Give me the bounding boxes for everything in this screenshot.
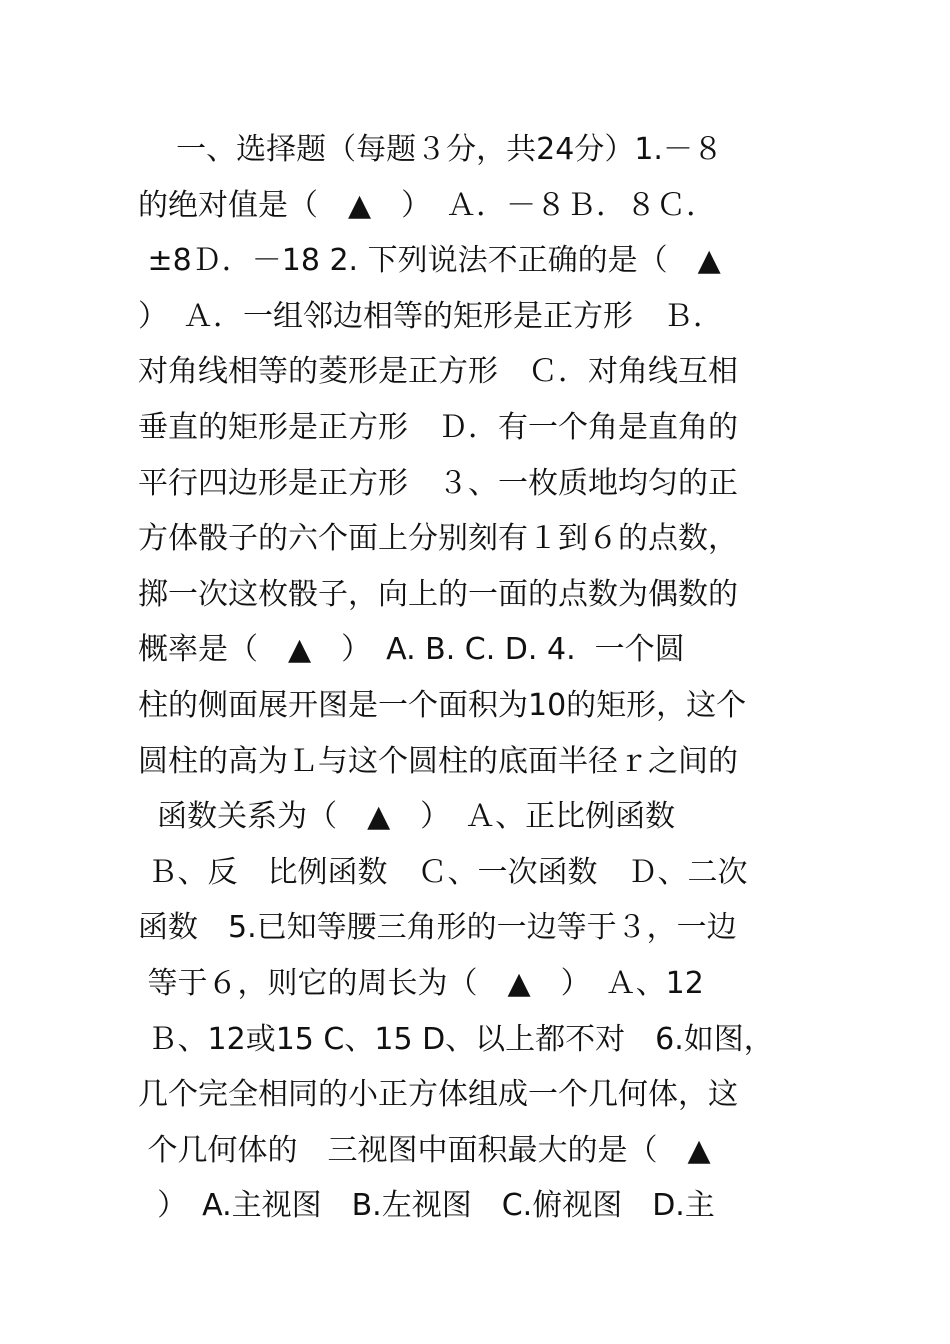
text-line-15: 函数 5.已知等腰三角形的一边等于３，一边 [138,910,737,946]
text-line-11: 柱的侧面展开图是一个面积为10的矩形，这个 [138,687,747,723]
text-line-16: 等于６，则它的周长为（ ▲ ） Ａ、12 [138,965,704,1001]
text-line-13: 函数关系为（ ▲ ） Ａ、正比例函数 [138,799,676,835]
text-line-4: ） Ａ．一组邻边相等的矩形是正方形 Ｂ． [138,298,723,334]
text-line-1: 一、选择题（每题３分，共24分）1.－８ [138,132,723,167]
text-line-9: 掷一次这枚骰子，向上的一面的点数为偶数的 [138,576,738,612]
text-line-12: 圆柱的高为Ｌ与这个圆柱的底面半径ｒ之间的 [138,743,738,779]
text-line-10: 概率是（ ▲ ） A. B. C. D. 4. 一个圆 [138,632,685,668]
text-line-14: Ｂ、反 比例函数 Ｃ、一次函数 Ｄ、二次 [138,854,748,890]
text-line-18: 几个完全相同的小正方体组成一个几何体，这 [138,1077,738,1113]
text-line-2: 的绝对值是（ ▲ ） Ａ．－８Ｂ．８Ｃ． [138,187,717,223]
text-line-8: 方体骰子的六个面上分别刻有１到６的点数， [138,521,738,557]
text-line-20: ） A.主视图 B.左视图 C.俯视图 D.主 [138,1188,715,1224]
exam-question-text [138,122,818,1234]
text-line-7: 平行四边形是正方形 ３、一枚质地均匀的正 [138,465,738,501]
text-line-5: 对角线相等的菱形是正方形 Ｃ．对角线互相 [138,354,738,390]
text-line-17: Ｂ、12或15 C、15 D、以上都不对 6.如图， [138,1021,774,1057]
text-line-3: ±8Ｄ．－18 2. 下列说法不正确的是（ ▲ [138,243,721,279]
text-line-6: 垂直的矩形是正方形 Ｄ．有一个角是直角的 [138,409,738,445]
text-line-19: 个几何体的 三视图中面积最大的是（ ▲ [138,1132,711,1168]
